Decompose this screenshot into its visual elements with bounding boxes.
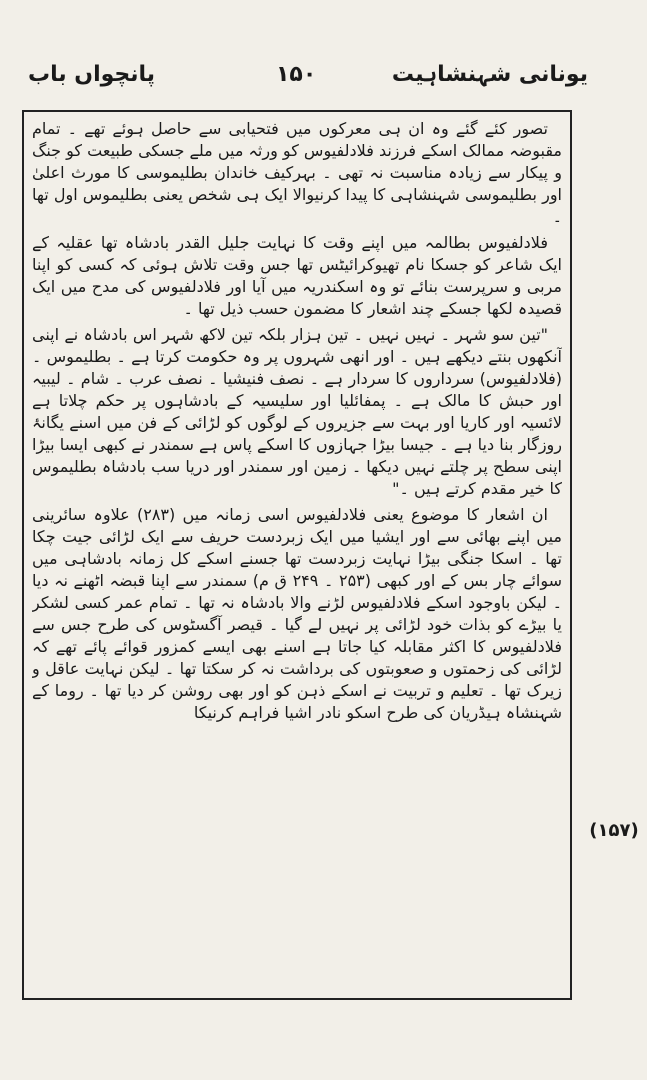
book-title: یونانی شہنشاہیت: [391, 62, 588, 87]
paragraph: ان اشعار کا موضوع یعنی فلادلفیوس اسی زمانہ میں (۲۸۳) علاوہ سائرینی میں اپنے بھائی سے اور ایشیا میں ایک زبردست حریف سے ایک لڑائی جیت چکا تھا ۔ اسکا جنگی بیڑا نہایت زبردست تھا جسنے اسکے کل زمانہ بادشاہی میں سوائے چار بس کے اور کبھی (۲۵۳ ۔ ۲۴۹ ق م) سمندر سے اپنا قبضہ اٹھنے نہ دیا ۔ لیکن باوجود اسکے فلادلفیوس لڑنے والا بادشاہ نہ تھا ۔ تمام عمر کسی لشکر یا بیڑے کو بذات خود لڑائی پر نہیں لے گیا ۔ قیصر آگسٹوس کی طرح جس سے فلادلفیوس کا اکثر مقابلہ کیا جاتا ہے اسنے بھی ایسے کمزور قوائے پائے تھے کہ لڑائی کی زحمتوں و صعوبتوں کی برداشت نہ کر سکتا تھا ۔ لیکن نہایت عاقل و زیرک تھا ۔ تعلیم و تربیت نے اسکے ذہن کو اور بھی روشن کر دیا تھا ۔ روما کے شہنشاہ ہیڈریان کی طرح اسکو نادر اشیا فراہم کرنیکا: [32, 505, 562, 722]
body-text: [32, 118, 562, 993]
page-header: [28, 58, 588, 98]
paragraph: "تین سو شہر ۔ نہیں نہیں ۔ تین ہزار بلکہ تین لاکھ شہر اس بادشاہ نے اپنی آنکھوں بنتے دیکھے ہیں ۔ اور انھی شہروں پر وہ حکومت کرتا ہے ۔ بطلیموس ۔ (فلادلفیوس) سرداروں کا سردار ہے ۔ نصف فنیشیا ۔ نصف عرب ۔ شام ۔ لیبیہ اور حبش کا مالک ہے ۔ پمفائلیا اور سلیسیہ کے بادشاہوں پر حکم چلاتا ہے لائسیہ اور کاریا اور بہت سے جزیروں کے لوگوں کو لڑائی کے فن میں اسنے یگانۂ روزگار بنا دیا ہے ۔ جیسا بیڑا جہازوں کا اسکے پاس ہے سمندر نے کبھی ایسا بیڑا اپنی سطح پر چلتے نہیں دیکھا ۔ زمین اور سمندر اور دریا سب بادشاہ بطلیموس کا خیر مقدم کرتے ہیں ۔": [32, 325, 562, 498]
paragraph: تصور کئے گئے وہ ان ہی معرکوں میں فتحیابی سے حاصل ہوئے تھے ۔ تمام مقبوضہ ممالک اسکے فرزند فلادلفیوس کو ورثہ میں ملے جسکی طبیعت کو جنگ و پیکار سے زیادہ مناسبت نہ تھی ۔ بہرکیف خاندان بطلیموسی کا مورث اعلیٰ اور بطلیموسی شہنشاہی کا پیدا کرنیوالا ایک ہی شخص یعنی بطلیموس اول تھا ۔: [32, 119, 562, 226]
page-number: ۱۵۰: [276, 62, 317, 87]
chapter-label: پانچواں باب: [28, 62, 156, 87]
margin-note: (۱۵۷): [589, 820, 639, 841]
paragraph: فلادلفیوس بطالمہ میں اپنے وقت کا نہایت جلیل القدر بادشاہ تھا عقلیہ کے ایک شاعر کو جسکا نام تھیوکرائیٹس تھا جس وقت تلاش ہوئی کہ کسی کو اپنا مربی و سرپرست بنائے تو وہ اسکندریہ میں آیا اور فلادلفیوس کی مدح میں ایک قصیدہ لکھا جسکے چند اشعار کا مضمون حسب ذیل تھا ۔: [32, 233, 562, 318]
